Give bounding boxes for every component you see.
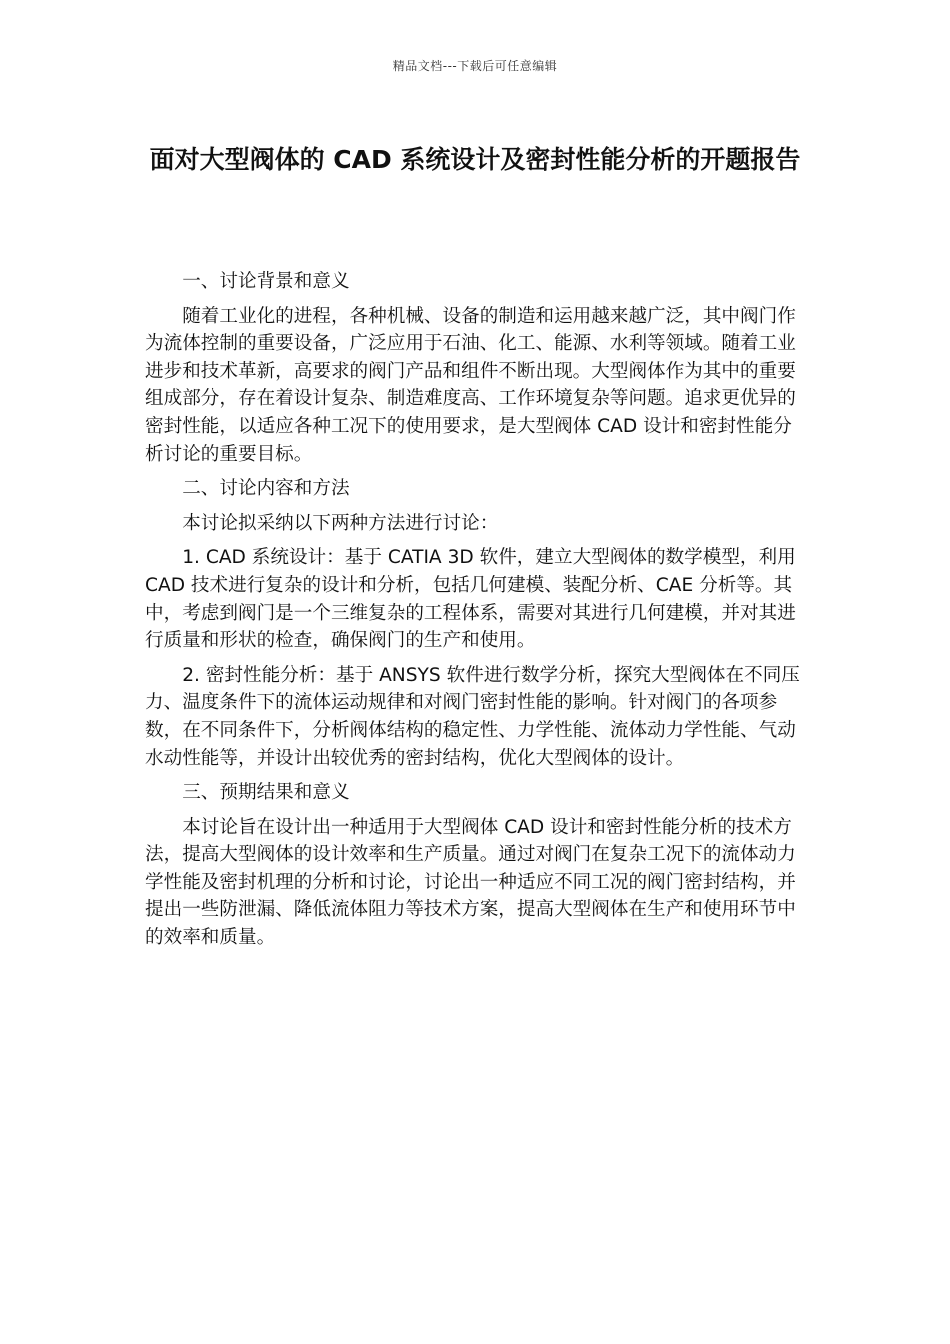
- paragraph: 1. CAD 系统设计：基于 CATIA 3D 软件，建立大型阀体的数学模型，利用 CAD 技术进行复杂的设计和分析，包括几何建模、装配分析、CAE 分析等。其中，考虑到阀门是一个三维复杂的工程体系，需要对其进行几何建模，并对其进行质量和形状的检查，确保阀门的生产和使用。: [145, 547, 796, 652]
- section-heading: 二、讨论内容和方法: [182, 478, 350, 500]
- paragraph: 随着工业化的进程，各种机械、设备的制造和运用越来越广泛，其中阀门作为流体控制的重要设备，广泛应用于石油、化工、能源、水利等领域。随着工业进步和技术革新，高要求的阀门产品和组件不断出现。大型阀体作为其中的重要组成部分，存在着设计复杂、制造难度高、工作环境复杂等问题。追求更优异的密封性能，以适应各种工况下的使用要求，是大型阀体 CAD 设计和密封性能分析讨论的重要目标。: [145, 305, 796, 465]
- paragraph: 本讨论拟采纳以下两种方法进行讨论：: [182, 512, 499, 534]
- document-title: 面对大型阀体的 CAD 系统设计及密封性能分析的开题报告: [149, 145, 801, 174]
- section-heading: 一、讨论背景和意义: [182, 271, 350, 292]
- paragraph: 2. 密封性能分析：基于 ANSYS 软件进行数学分析，探究大型阀体在不同压力、温度条件下的流体运动规律和对阀门密封性能的影响。针对阀门的各项参数，在不同条件下，分析阀体结构的稳定性、力学性能、流体动力学性能、气动水动性能等，并设计出较优秀的密封结构，优化大型阀体的设计。: [145, 664, 800, 769]
- document-body: [145, 268, 807, 959]
- section-heading: 三、预期结果和意义: [182, 782, 350, 804]
- header-note: 精品文档---下载后可任意编辑: [392, 59, 558, 73]
- paragraph: 本讨论旨在设计出一种适用于大型阀体 CAD 设计和密封性能分析的技术方法，提高大型阀体的设计效率和生产质量。通过对阀门在复杂工况下的流体动力学性能及密封机理的分析和讨论，讨论出一种适应不同工况的阀门密封结构，并提出一些防泄漏、降低流体阻力等技术方案，提高大型阀体在生产和使用环节中的效率和质量。: [145, 816, 796, 949]
